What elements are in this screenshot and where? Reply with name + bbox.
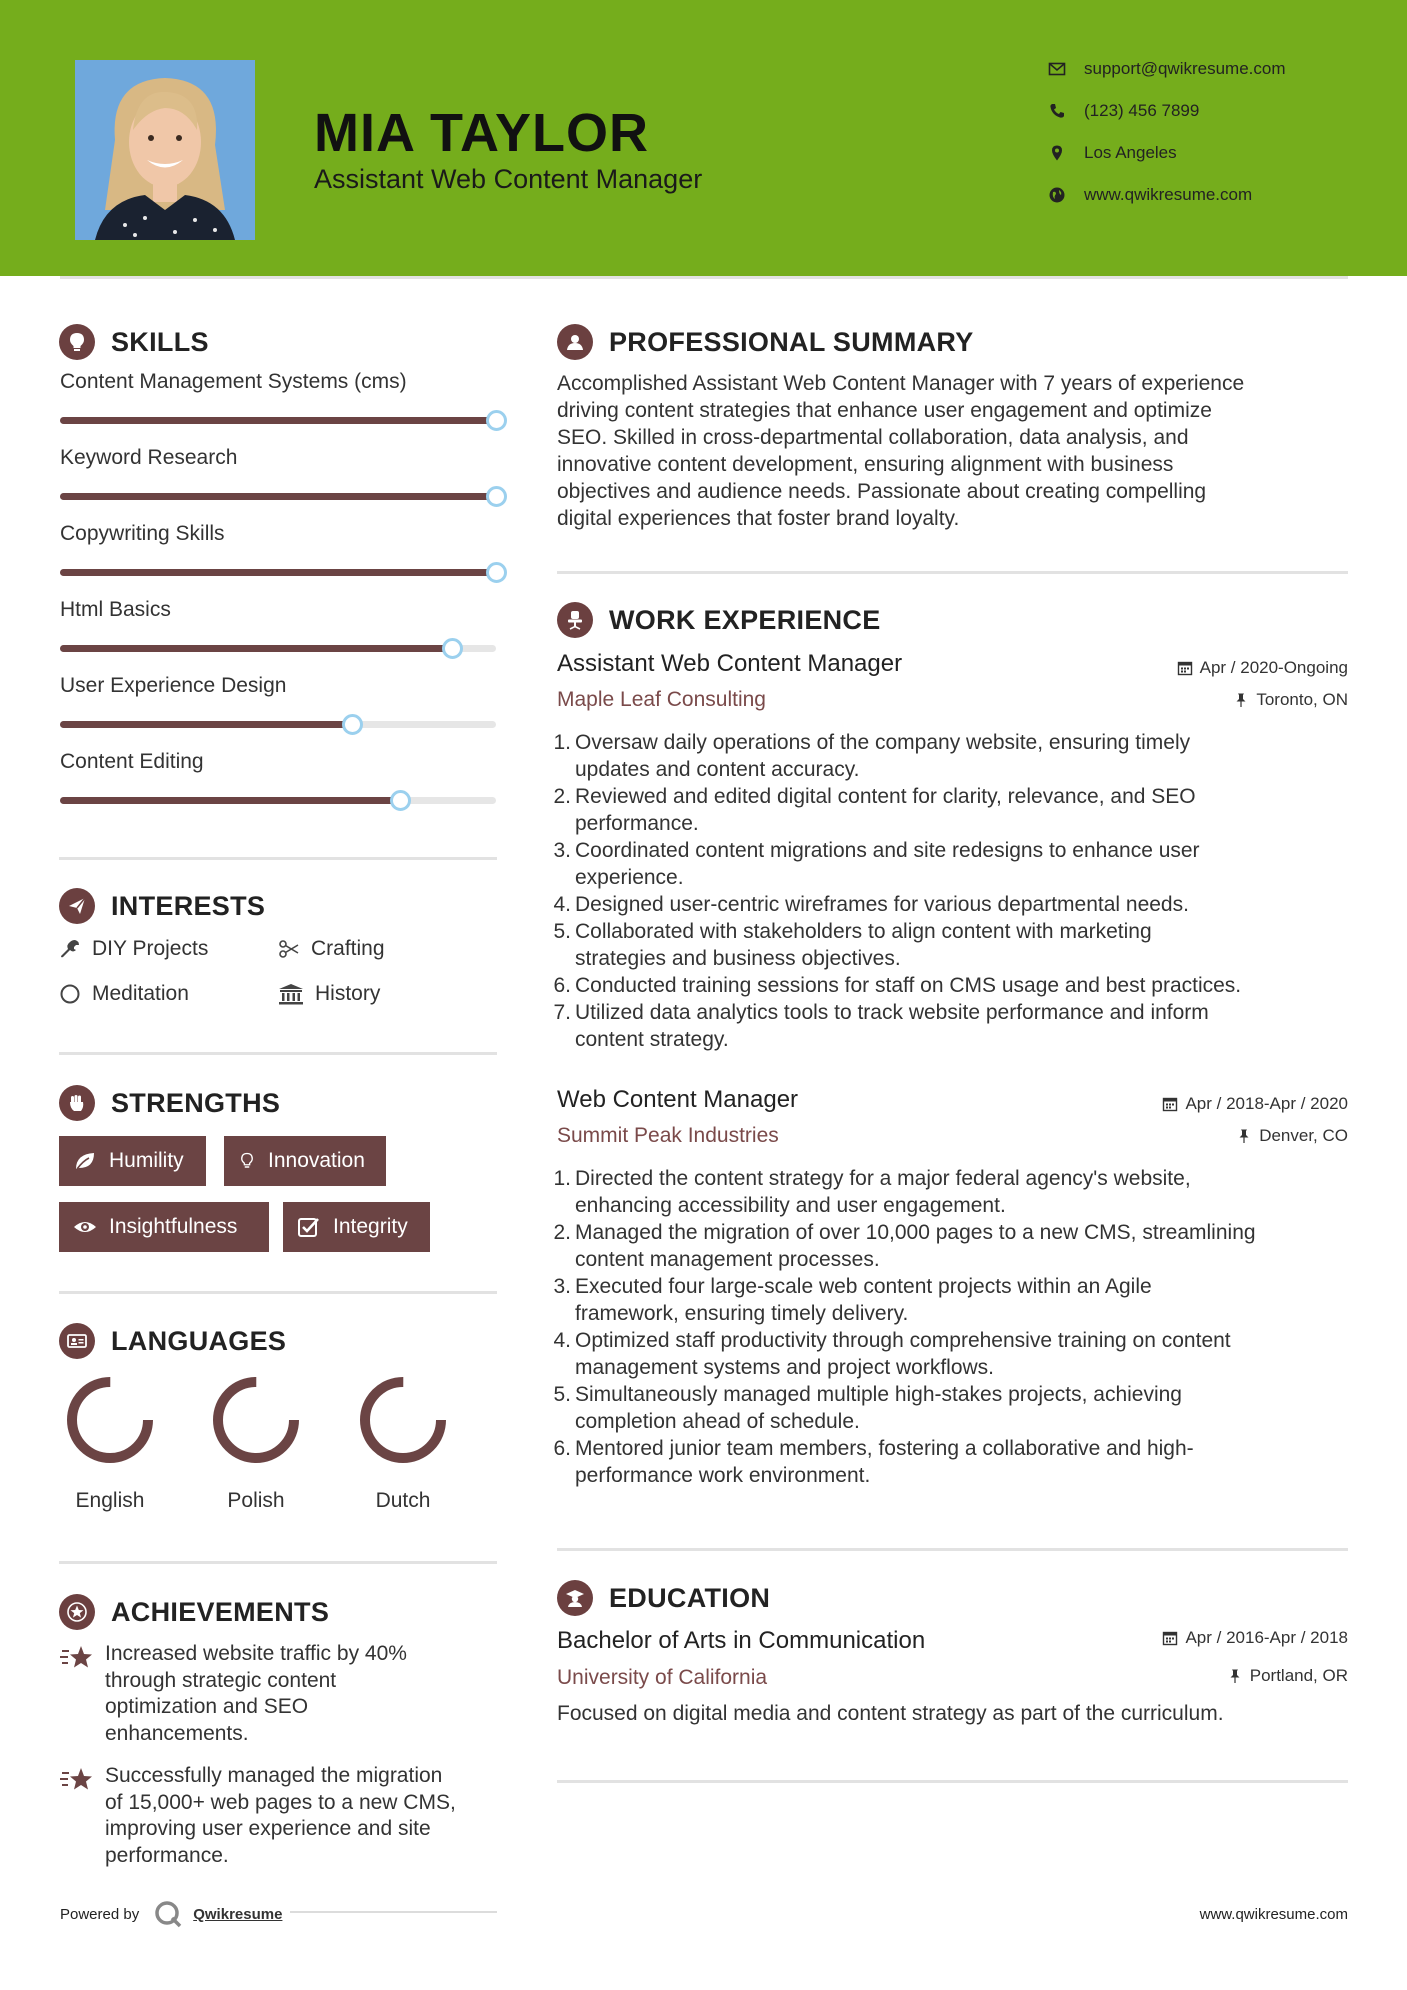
strength-label: Humility	[109, 1149, 184, 1172]
skill-level-handle	[486, 486, 507, 507]
job-bullet	[550, 1435, 1350, 1489]
profile-photo	[75, 60, 255, 240]
skill-bar	[60, 721, 496, 728]
strength-chip-insightfulness	[59, 1202, 269, 1252]
header-banner	[0, 0, 1407, 276]
skills-heading-text: SKILLS	[111, 326, 209, 357]
education-location-text: Portland, OR	[1249, 1666, 1348, 1685]
bullet-text	[575, 918, 1152, 972]
skill-label: Html Basics	[60, 598, 171, 621]
job-dates	[1177, 658, 1348, 678]
bullet-number: 3.	[553, 839, 571, 862]
language-level-arc	[365, 1382, 441, 1458]
summary-heading-text: PROFESSIONAL SUMMARY	[609, 326, 974, 357]
user-icon	[557, 324, 593, 360]
job-location	[1236, 1126, 1348, 1146]
lightbulb-icon	[238, 1149, 256, 1173]
interest-label: History	[315, 982, 381, 1005]
job-bullet	[550, 918, 1350, 972]
job-bullet	[550, 972, 1350, 999]
office-chair-icon	[557, 602, 593, 638]
job-location	[1233, 690, 1348, 710]
bullet-line: content strategy.	[575, 1028, 729, 1051]
bullet-number: 1.	[553, 1167, 571, 1190]
calendar-icon	[1177, 660, 1193, 676]
interest-crafting	[278, 937, 385, 961]
education-location	[1227, 1666, 1348, 1686]
contact-email-text: support@qwikresume.com	[1084, 59, 1286, 78]
footer-powered-by	[60, 1899, 282, 1929]
bullet-line: experience.	[575, 866, 684, 889]
bullet-text	[575, 1381, 1182, 1435]
skill-bar	[60, 417, 496, 424]
interest-diy-projects	[59, 937, 208, 961]
bullet-text	[575, 1165, 1191, 1219]
job-bullet	[550, 837, 1350, 891]
bullet-number: 6.	[553, 974, 571, 997]
portrait-image	[75, 60, 255, 240]
bullet-line: framework, ensuring timely delivery.	[575, 1302, 909, 1325]
language-ring-arc	[211, 1375, 301, 1465]
calendar-icon	[1162, 1630, 1178, 1646]
interests-divider	[59, 1052, 497, 1055]
summary-heading	[557, 324, 974, 360]
checkbox-icon	[297, 1215, 321, 1239]
job-bullet	[550, 729, 1350, 783]
skill-level-handle	[390, 790, 411, 811]
job-dates-text: Apr / 2020-Ongoing	[1199, 658, 1348, 677]
bullet-number: 2.	[553, 785, 571, 808]
skill-label: Content Management Systems (cms)	[60, 370, 407, 393]
strength-chip-integrity	[283, 1202, 430, 1252]
leaf-icon	[73, 1149, 97, 1173]
bullet-line: strategies and business objectives.	[575, 947, 901, 970]
candidate-name: MIA TAYLOR	[314, 103, 650, 163]
education-divider	[557, 1780, 1348, 1783]
language-level-arc	[218, 1382, 294, 1458]
bullet-text	[575, 1273, 1152, 1327]
strengths-divider	[59, 1291, 497, 1294]
education-dates-text: Apr / 2016-Apr / 2018	[1185, 1628, 1348, 1647]
languages-heading-text: LANGUAGES	[111, 1325, 287, 1356]
bullet-line: Designed user-centric wireframes for various departmental needs.	[575, 893, 1189, 916]
strength-label: Innovation	[268, 1149, 365, 1172]
bullet-number: 2.	[553, 1221, 571, 1244]
education-school: University of California	[557, 1666, 768, 1689]
language-ring-arc	[358, 1375, 448, 1465]
contact-phone-text: (123) 456 7899	[1084, 101, 1200, 120]
bullet-line: content management processes.	[575, 1248, 880, 1271]
star-icon	[60, 1643, 94, 1673]
experience-heading	[557, 602, 881, 638]
interest-history	[278, 982, 380, 1006]
qwikresume-logo-icon	[153, 1899, 183, 1929]
skill-bar-fill	[60, 569, 496, 576]
fist-icon	[59, 1085, 95, 1121]
interest-meditation	[59, 982, 189, 1006]
bullet-line: updates and content accuracy.	[575, 758, 860, 781]
summary-line: Accomplished Assistant Web Content Manager with 7 years of experience	[557, 372, 1245, 395]
bullet-line: Collaborated with stakeholders to align content with marketing	[575, 920, 1152, 943]
bullet-text	[575, 1327, 1231, 1381]
skill-level-handle	[342, 714, 363, 735]
contact-location-text: Los Angeles	[1084, 143, 1177, 162]
summary-line: objectives and audience needs. Passionate about creating compelling	[557, 480, 1207, 503]
bullet-text	[575, 1435, 1194, 1489]
job-title: Web Content Manager	[557, 1086, 799, 1113]
skill-bar	[60, 569, 496, 576]
skill-level-handle	[486, 562, 507, 583]
bullet-line: Coordinated content migrations and site redesigns to enhance user	[575, 839, 1200, 862]
bullet-line: completion ahead of schedule.	[575, 1410, 860, 1433]
qwikresume-link[interactable]: Qwikresume	[193, 1905, 283, 1923]
job-company: Maple Leaf Consulting	[557, 688, 766, 711]
language-ring-arc	[65, 1375, 155, 1465]
bullet-text	[575, 837, 1200, 891]
phone-icon	[1048, 102, 1066, 120]
language-level-arc	[72, 1382, 148, 1458]
summary-line: SEO. Skilled in cross-departmental collaboration, data analysis, and	[557, 426, 1189, 449]
wrench-icon	[59, 938, 81, 960]
summary-line: innovative content development, ensuring alignment with business	[557, 453, 1174, 476]
contact-location	[1048, 140, 1177, 166]
job-bullet-list	[550, 729, 1350, 1053]
star-badge-icon	[59, 1594, 95, 1630]
bullet-text	[575, 972, 1241, 999]
bullet-number: 3.	[553, 1275, 571, 1298]
education-heading	[557, 1580, 770, 1616]
achievement-line: Increased website traffic by 40%	[105, 1642, 407, 1665]
circle-icon	[59, 983, 81, 1005]
bullet-line: management systems and project workflows.	[575, 1356, 995, 1379]
paper-plane-icon	[59, 888, 95, 924]
bullet-number: 4.	[553, 893, 571, 916]
job-bullet	[550, 783, 1350, 837]
job-bullet	[550, 1219, 1350, 1273]
skill-bar-fill	[60, 493, 496, 500]
skill-bar	[60, 797, 496, 804]
achievement-line: enhancements.	[105, 1721, 249, 1745]
summary-paragraph	[557, 370, 1347, 532]
skill-bar	[60, 645, 496, 652]
job-bullet	[550, 891, 1350, 918]
bullet-line: Reviewed and edited digital content for clarity, relevance, and SEO	[575, 785, 1196, 808]
achievement-line: optimization and SEO	[105, 1695, 309, 1718]
contact-website[interactable]	[1048, 182, 1252, 208]
strength-chip-innovation	[224, 1136, 386, 1186]
experience-divider	[557, 1548, 1348, 1551]
skill-level-handle	[486, 410, 507, 431]
languages-heading	[59, 1323, 286, 1359]
achievements-heading-text: ACHIEVEMENTS	[111, 1596, 330, 1627]
bullet-line: performance.	[575, 812, 699, 835]
language-label: Polish	[227, 1489, 285, 1512]
job-location-text: Denver, CO	[1259, 1126, 1348, 1145]
bullet-line: Executed four large-scale web content projects within an Agile	[575, 1275, 1152, 1298]
skills-heading	[59, 324, 209, 360]
achievement-text	[105, 1641, 505, 1747]
language-ring	[211, 1375, 301, 1465]
skill-bar	[60, 493, 496, 500]
skill-bar-fill	[60, 417, 496, 424]
achievement-line: improving user experience and site	[105, 1817, 431, 1840]
bullet-number: 1.	[553, 731, 571, 754]
job-bullet	[550, 1381, 1350, 1435]
calendar-icon	[1162, 1096, 1178, 1112]
footer-divider	[290, 1911, 497, 1913]
bullet-number: 5.	[553, 920, 571, 943]
education-degree: Bachelor of Arts in Communication	[557, 1627, 926, 1654]
skill-label: Copywriting Skills	[60, 522, 225, 545]
skill-level-handle	[442, 638, 463, 659]
bullet-text	[575, 1219, 1256, 1273]
experience-heading-text: WORK EXPERIENCE	[609, 604, 881, 635]
eye-icon	[73, 1215, 97, 1239]
skill-bar-fill	[60, 645, 452, 652]
star-icon	[60, 1765, 94, 1795]
language-label: Dutch	[375, 1489, 431, 1512]
bullet-line: Oversaw daily operations of the company website, ensuring timely	[575, 731, 1191, 754]
job-dates	[1162, 1094, 1348, 1114]
job-bullet	[550, 1327, 1350, 1381]
bullet-line: Mentored junior team members, fostering a collaborative and high-	[575, 1437, 1194, 1460]
bullet-number: 6.	[553, 1437, 571, 1460]
graduate-icon	[557, 1580, 593, 1616]
skill-label: Content Editing	[60, 750, 204, 773]
summary-line: driving content strategies that enhance user engagement and optimize	[557, 399, 1212, 422]
pushpin-icon	[1236, 1128, 1252, 1144]
bullet-line: Optimized staff productivity through comprehensive training on content	[575, 1329, 1231, 1352]
job-bullet	[550, 999, 1350, 1053]
language-label: English	[75, 1489, 145, 1512]
achievement-line: Successfully managed the migration	[105, 1764, 443, 1787]
job-company: Summit Peak Industries	[557, 1124, 779, 1147]
language-ring	[358, 1375, 448, 1465]
bullet-line: Conducted training sessions for staff on CMS usage and best practices.	[575, 974, 1242, 997]
strength-chip-humility	[59, 1136, 206, 1186]
bullet-number: 7.	[553, 1001, 571, 1024]
bullet-number: 5.	[553, 1383, 571, 1406]
education-description: Focused on digital media and content strategy as part of the curriculum.	[557, 1702, 1224, 1725]
job-bullet	[550, 1165, 1350, 1219]
job-bullet-list	[550, 1165, 1350, 1489]
bullet-text	[575, 999, 1209, 1053]
bullet-line: Managed the migration of over 10,000 pages to a new CMS, streamlining	[575, 1221, 1256, 1244]
contact-website-text: www.qwikresume.com	[1084, 185, 1253, 204]
interest-label: Crafting	[311, 937, 385, 960]
interest-label: DIY Projects	[92, 937, 209, 960]
achievement-line: performance.	[105, 1843, 229, 1867]
bullet-text	[575, 783, 1196, 837]
strengths-heading	[59, 1085, 280, 1121]
map-pin-icon	[1048, 144, 1066, 162]
education-dates	[1162, 1628, 1348, 1648]
powered-by-text: Powered by	[60, 1905, 140, 1923]
id-card-icon	[59, 1323, 95, 1359]
bullet-text	[575, 891, 1189, 918]
contact-phone[interactable]	[1048, 98, 1199, 124]
strengths-heading-text: STRENGTHS	[111, 1087, 281, 1118]
bullet-text	[575, 729, 1190, 783]
achievement-item	[60, 1763, 505, 1869]
achievement-line: of 15,000+ web pages to a new CMS,	[105, 1790, 456, 1814]
job-dates-text: Apr / 2018-Apr / 2020	[1185, 1094, 1348, 1113]
skill-label: Keyword Research	[60, 446, 238, 469]
bullet-line: enhancing accessibility and user engagement.	[575, 1194, 1006, 1217]
bullet-line: Utilized data analytics tools to track website performance and inform	[575, 1001, 1209, 1024]
globe-icon	[1048, 186, 1066, 204]
skill-label: User Experience Design	[60, 674, 287, 697]
achievement-line: through strategic content	[105, 1668, 337, 1692]
footer-website[interactable]: www.qwikresume.com	[1199, 1906, 1348, 1923]
pushpin-icon	[1233, 692, 1249, 708]
bullet-number: 4.	[553, 1329, 571, 1352]
skill-bar-fill	[60, 797, 400, 804]
job-location-text: Toronto, ON	[1256, 690, 1348, 709]
interests-heading	[59, 888, 265, 924]
pushpin-icon	[1227, 1668, 1243, 1684]
achievement-text	[105, 1763, 505, 1869]
job-bullet	[550, 1273, 1350, 1327]
bullet-line: Simultaneously managed multiple high-stakes projects, achieving	[575, 1383, 1182, 1406]
envelope-icon	[1048, 60, 1066, 78]
summary-divider	[557, 571, 1348, 574]
achievement-item	[60, 1641, 505, 1747]
skill-bar-fill	[60, 721, 352, 728]
candidate-title: Assistant Web Content Manager	[314, 164, 703, 194]
job-title: Assistant Web Content Manager	[557, 650, 903, 677]
header-divider	[60, 276, 1348, 279]
education-heading-text: EDUCATION	[609, 1582, 771, 1613]
bullet-line: Directed the content strategy for a major federal agency's website,	[575, 1167, 1191, 1190]
language-ring	[65, 1375, 155, 1465]
bullet-line: performance work environment.	[575, 1464, 871, 1487]
museum-icon	[278, 983, 304, 1005]
strength-label: Insightfulness	[109, 1215, 238, 1238]
scissors-icon	[278, 938, 300, 960]
interest-label: Meditation	[92, 982, 189, 1005]
interests-heading-text: INTERESTS	[111, 890, 266, 921]
lightbulb-icon	[59, 324, 95, 360]
achievements-heading	[59, 1594, 329, 1630]
skills-divider	[59, 857, 497, 860]
strength-label: Integrity	[333, 1215, 408, 1238]
contact-email[interactable]	[1048, 56, 1286, 82]
summary-line: digital experiences that foster brand loyalty.	[557, 507, 960, 530]
languages-divider	[59, 1561, 497, 1564]
